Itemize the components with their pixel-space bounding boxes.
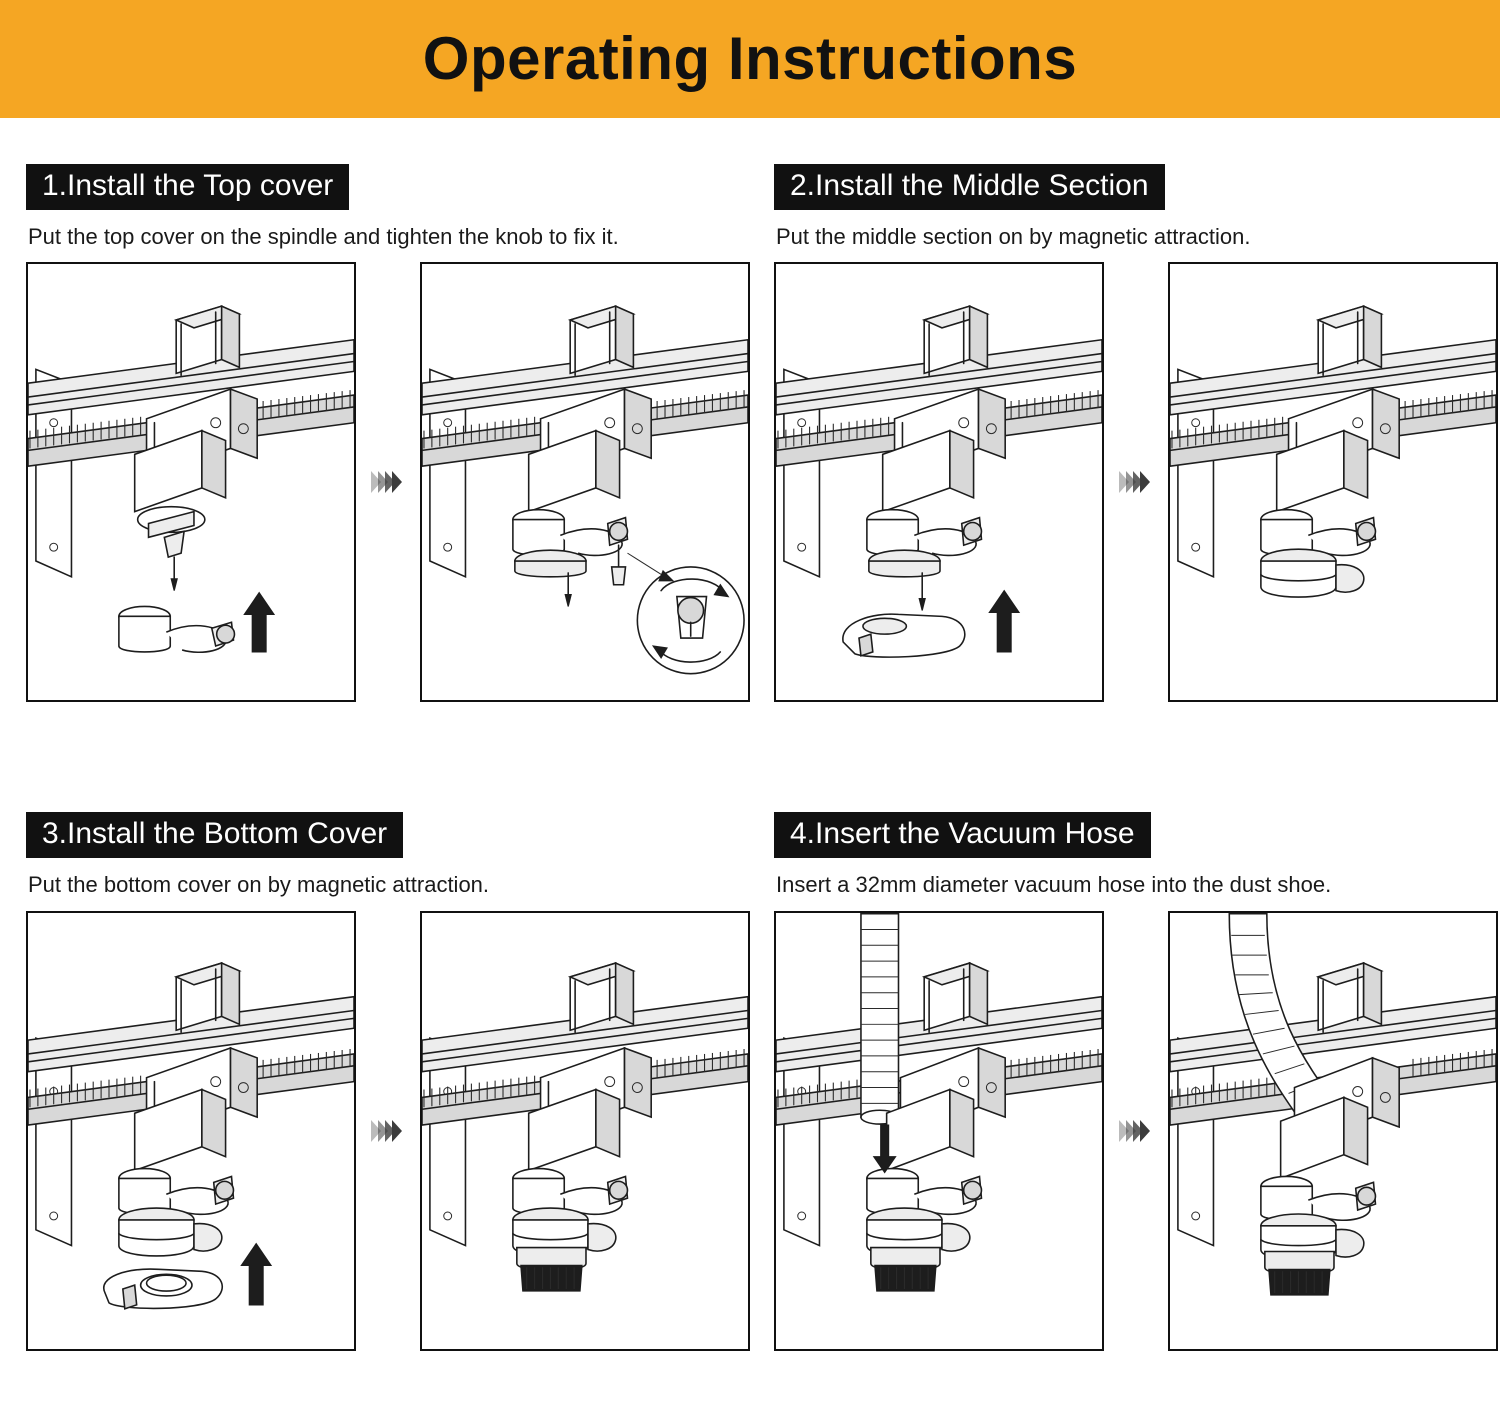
step-2-title: 2.Install the Middle Section: [774, 164, 1165, 210]
illustration-cnc-vacuum-hose-after: [1170, 913, 1496, 1349]
step-3-panel-before: [26, 911, 356, 1351]
step-2-panels: [774, 262, 1498, 702]
step-2-transition-arrow: [1104, 471, 1168, 493]
step-2: [774, 164, 1498, 702]
step-4-title: 4.Insert the Vacuum Hose: [774, 812, 1151, 858]
step-row-bottom: [26, 812, 1474, 1350]
step-3: [26, 812, 750, 1350]
page-title: Operating Instructions: [422, 25, 1078, 92]
chevrons-right-icon: [1122, 471, 1150, 493]
step-1: [26, 164, 750, 702]
illustration-cnc-middle-section-after: [1170, 264, 1496, 700]
illustration-cnc-bottom-cover-before: [28, 913, 354, 1349]
illustration-cnc-vacuum-hose-before: [776, 913, 1102, 1349]
step-4-panels: [774, 911, 1498, 1351]
step-2-panel-before: [774, 262, 1104, 702]
step-1-panel-after: [420, 262, 750, 702]
chevrons-right-icon: [374, 471, 402, 493]
header-banner: [0, 0, 1500, 118]
step-1-title: 1.Install the Top cover: [26, 164, 349, 210]
step-3-panel-after: [420, 911, 750, 1351]
step-3-title: 3.Install the Bottom Cover: [26, 812, 403, 858]
illustration-cnc-spindle-topcover-before: [28, 264, 354, 700]
step-4-panel-after: [1168, 911, 1498, 1351]
step-3-transition-arrow: [356, 1120, 420, 1142]
step-1-panels: [26, 262, 750, 702]
chevrons-right-icon: [374, 1120, 402, 1142]
step-1-transition-arrow: [356, 471, 420, 493]
step-1-panel-before: [26, 262, 356, 702]
step-4-transition-arrow: [1104, 1120, 1168, 1142]
step-1-description: Put the top cover on the spindle and tighten the knob to fix it.: [28, 224, 619, 249]
step-3-panels: [26, 911, 750, 1351]
chevrons-right-icon: [1122, 1120, 1150, 1142]
illustration-cnc-spindle-topcover-after: [422, 264, 748, 700]
step-4: [774, 812, 1498, 1350]
step-4-panel-before: [774, 911, 1104, 1351]
step-3-description: Put the bottom cover on by magnetic attraction.: [28, 872, 490, 898]
illustration-cnc-middle-section-before: [776, 264, 1102, 700]
illustration-cnc-bottom-cover-after: [422, 913, 748, 1349]
step-2-description: Put the middle section on by magnetic attraction.: [776, 224, 1251, 249]
step-2-panel-after: [1168, 262, 1498, 702]
step-4-description: Insert a 32mm diameter vacuum hose into the dust shoe.: [776, 872, 1332, 898]
step-row-top: [26, 164, 1474, 702]
steps-grid: [0, 164, 1500, 1351]
